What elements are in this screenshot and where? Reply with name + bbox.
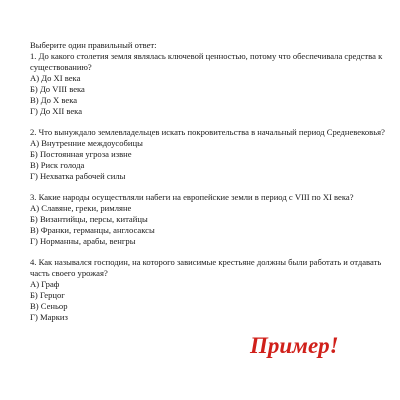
answer-option: Г) До XII века [30, 106, 83, 116]
question-1 [30, 51, 388, 117]
answer-option: Г) Норманны, арабы, венгры [30, 236, 136, 246]
answer-option: А) До XI века [30, 73, 81, 83]
question-text: 2. Что вынуждало землевладельцев искать покровительства в начальный период Средневековья? [30, 127, 385, 137]
answer-option: Б) Герцог [30, 290, 65, 300]
answer-option: А) Внутренние междоусобицы [30, 138, 143, 148]
test-content [30, 40, 388, 323]
question-2 [30, 127, 388, 182]
answer-option: Б) До VIII века [30, 84, 85, 94]
answer-option: Б) Византийцы, персы, китайцы [30, 214, 148, 224]
answer-option: А) Граф [30, 279, 60, 289]
answer-option: Б) Постоянная угроза извне [30, 149, 132, 159]
answer-option: А) Славяне, греки, римляне [30, 203, 132, 213]
answer-option: Г) Нехватка рабочей силы [30, 171, 126, 181]
example-stamp: Пример! [250, 333, 339, 358]
instruction-text: Выберите один правильный ответ: [30, 40, 157, 50]
question-text: 4. Как назывался господин, на которого зависимые крестьяне должны были работать и отдавать часть своего урожая? [30, 257, 382, 278]
question-4 [30, 257, 388, 323]
answer-option: В) Франки, германцы, англосаксы [30, 225, 155, 235]
answer-option: В) Сеньор [30, 301, 68, 311]
answer-option: В) До X века [30, 95, 78, 105]
answer-option: В) Риск голода [30, 160, 85, 170]
answer-option: Г) Маркиз [30, 312, 68, 322]
question-text: 1. До какого столетия земля являлась ключевой ценностью, потому что обеспечивала средства к существованию? [30, 51, 383, 72]
question-3 [30, 192, 388, 247]
question-text: 3. Какие народы осуществляли набеги на европейские земли в период с VIII по XI века? [30, 192, 354, 202]
